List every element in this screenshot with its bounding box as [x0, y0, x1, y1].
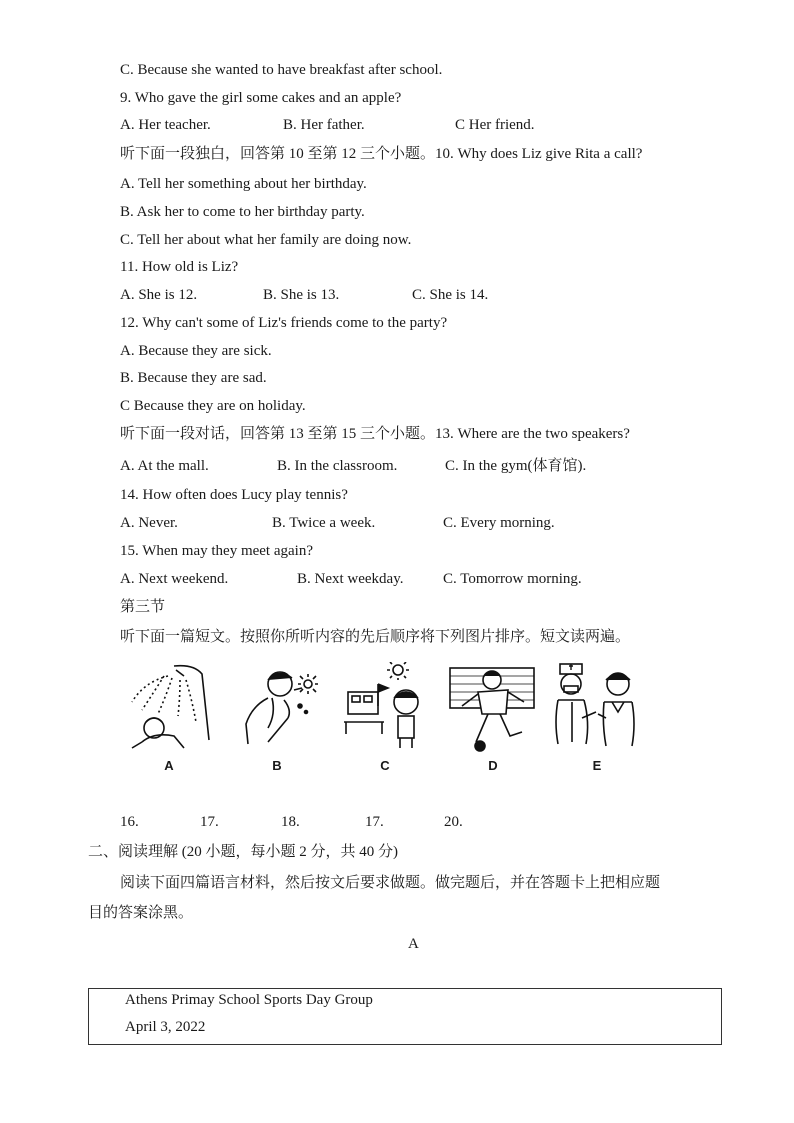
picture-e-label: E: [592, 758, 602, 773]
option-12a: A. Because they are sick.: [120, 343, 272, 359]
passage-a-label: A: [408, 936, 419, 952]
section-instruction-monologue: 听下面一段独白，回答第 10 至第 12 三个小题。10. Why does Liz give Rita a call?: [120, 146, 643, 162]
question-12: 12. Why can't some of Liz's friends come to the party?: [120, 315, 448, 331]
option-12c: C Because they are on holiday.: [120, 398, 306, 414]
option-11a: A. She is 12.: [120, 287, 198, 303]
picture-d-label: D: [488, 758, 498, 773]
option-9c: C Her friend.: [455, 117, 535, 133]
option-14c: C. Every morning.: [443, 515, 555, 531]
picture-d-soccer: [448, 662, 538, 752]
picture-a-label: A: [164, 758, 174, 773]
passage-a-box: [88, 988, 722, 1045]
section-3-heading: 第三节: [120, 599, 166, 615]
section-3-instruction: 听下面一篇短文。按照你所听内容的先后顺序将下列图片排序。短文读两遍。: [120, 629, 631, 645]
picture-b-flower: [232, 662, 322, 752]
option-10c: C. Tell her about what her family are doing now.: [120, 232, 412, 248]
option-9a: A. Her teacher.: [120, 117, 211, 133]
option-8c: C. Because she wanted to have breakfast after school.: [120, 62, 443, 78]
option-11c: C. She is 14.: [412, 287, 489, 303]
option-14b: B. Twice a week.: [272, 515, 376, 531]
passage-a-heading: Athens Primay School Sports Day Group: [125, 992, 373, 1008]
part-2-instruction-line-2: 目的答案涂黑。: [88, 905, 194, 921]
option-13b: B. In the classroom.: [277, 458, 398, 474]
picture-b-label: B: [272, 758, 282, 773]
option-10b: B. Ask her to come to her birthday party.: [120, 204, 365, 220]
option-12b: B. Because they are sad.: [120, 370, 267, 386]
option-13c: C. In the gym(体育馆).: [445, 458, 587, 474]
answer-number-20: 20.: [444, 814, 463, 830]
picture-a-shower: [124, 662, 214, 752]
option-11b: B. She is 13.: [263, 287, 340, 303]
part-2-heading: 二、阅读理解 (20 小题，每小题 2 分，共 40 分): [88, 844, 398, 860]
answer-number-19: 17.: [365, 814, 384, 830]
question-9: 9. Who gave the girl some cakes and an apple?: [120, 90, 402, 106]
question-15: 15. When may they meet again?: [120, 543, 313, 559]
option-14a: A. Never.: [120, 515, 178, 531]
section-instruction-dialogue: 听下面一段对话，回答第 13 至第 15 三个小题。13. Where are the two speakers?: [120, 426, 630, 442]
picture-e-doctor: [552, 662, 642, 752]
answer-number-18: 18.: [281, 814, 300, 830]
part-2-instruction-line-1: 阅读下面四篇语言材料，然后按文后要求做题。做完题后，并在答题卡上把相应题: [120, 875, 661, 891]
passage-a-date: April 3, 2022: [125, 1019, 206, 1035]
question-11: 11. How old is Liz?: [120, 259, 239, 275]
question-14: 14. How often does Lucy play tennis?: [120, 487, 348, 503]
option-15b: B. Next weekday.: [297, 571, 404, 587]
option-15c: C. Tomorrow morning.: [443, 571, 582, 587]
picture-c-label: C: [380, 758, 390, 773]
option-10a: A. Tell her something about her birthday.: [120, 176, 367, 192]
option-13a: A. At the mall.: [120, 458, 209, 474]
answer-number-17: 17.: [200, 814, 219, 830]
option-9b: B. Her father.: [283, 117, 365, 133]
picture-c-school: [340, 662, 430, 752]
answer-number-16: 16.: [120, 814, 139, 830]
option-15a: A. Next weekend.: [120, 571, 229, 587]
